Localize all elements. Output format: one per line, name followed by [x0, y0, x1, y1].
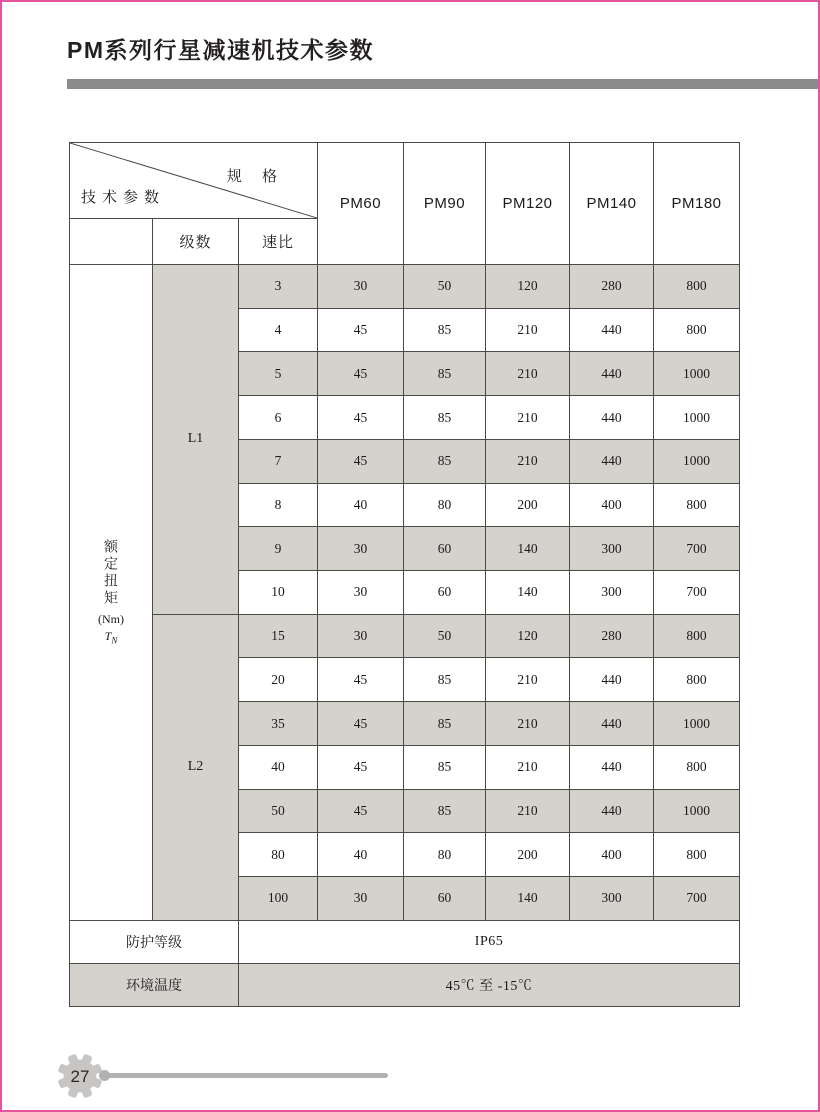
- torque-value-cell: 30: [318, 265, 404, 309]
- torque-value-cell: 45: [318, 789, 404, 833]
- torque-value-cell: 440: [570, 745, 654, 789]
- torque-value-cell: 40: [318, 833, 404, 877]
- torque-value-cell: 120: [486, 614, 570, 658]
- torque-value-cell: 85: [404, 308, 486, 352]
- torque-value-cell: 800: [654, 483, 740, 527]
- torque-value-cell: 85: [404, 789, 486, 833]
- torque-value-cell: 45: [318, 308, 404, 352]
- torque-value-cell: 40: [318, 483, 404, 527]
- torque-value-cell: 85: [404, 702, 486, 746]
- empty-header-cell: [70, 219, 153, 265]
- torque-value-cell: 1000: [654, 396, 740, 440]
- torque-value-cell: 60: [404, 571, 486, 615]
- torque-value-cell: 800: [654, 308, 740, 352]
- torque-value-cell: 280: [570, 265, 654, 309]
- spec-table-body: [70, 265, 740, 1007]
- torque-value-cell: 140: [486, 571, 570, 615]
- ratio-cell: 35: [239, 702, 318, 746]
- torque-value-cell: 30: [318, 571, 404, 615]
- torque-value-cell: 60: [404, 877, 486, 921]
- torque-value-cell: 280: [570, 614, 654, 658]
- ratio-cell: 9: [239, 527, 318, 571]
- torque-value-cell: 45: [318, 352, 404, 396]
- title-underline-bar: [67, 79, 818, 89]
- ratio-cell: 8: [239, 483, 318, 527]
- gear-page-badge: [56, 1052, 104, 1100]
- footer-row-label: 环境温度: [70, 963, 239, 1006]
- rated-torque-label: [70, 539, 152, 645]
- footer-row-label: 防护等级: [70, 920, 239, 963]
- torque-value-cell: 440: [570, 702, 654, 746]
- table-corner-cell: [70, 143, 318, 219]
- torque-value-cell: 85: [404, 439, 486, 483]
- torque-value-cell: 300: [570, 527, 654, 571]
- stage-cell-l2: L2: [153, 614, 239, 920]
- table-footer-row: [70, 920, 740, 963]
- corner-label-spec: 规 格: [226, 168, 286, 185]
- torque-value-cell: 300: [570, 877, 654, 921]
- torque-value-cell: 120: [486, 265, 570, 309]
- ratio-cell: 6: [239, 396, 318, 440]
- torque-value-cell: 85: [404, 658, 486, 702]
- torque-value-cell: 440: [570, 439, 654, 483]
- ratio-cell: 20: [239, 658, 318, 702]
- torque-value-cell: 50: [404, 265, 486, 309]
- torque-value-cell: 200: [486, 483, 570, 527]
- spec-table: [69, 142, 740, 1007]
- torque-value-cell: 1000: [654, 439, 740, 483]
- footer-rule-line: [107, 1073, 388, 1078]
- torque-value-cell: 440: [570, 352, 654, 396]
- ratio-cell: 4: [239, 308, 318, 352]
- torque-value-cell: 210: [486, 702, 570, 746]
- torque-value-cell: 400: [570, 483, 654, 527]
- torque-value-cell: 800: [654, 745, 740, 789]
- torque-value-cell: 45: [318, 439, 404, 483]
- torque-value-cell: 140: [486, 877, 570, 921]
- torque-value-cell: 800: [654, 658, 740, 702]
- torque-value-cell: 400: [570, 833, 654, 877]
- torque-value-cell: 210: [486, 396, 570, 440]
- ratio-cell: 3: [239, 265, 318, 309]
- torque-value-cell: 700: [654, 877, 740, 921]
- column-header-pm60: PM60: [318, 143, 404, 265]
- torque-value-cell: 30: [318, 614, 404, 658]
- torque-value-cell: 700: [654, 527, 740, 571]
- ratio-cell: 40: [239, 745, 318, 789]
- torque-value-cell: 85: [404, 745, 486, 789]
- torque-value-cell: 440: [570, 396, 654, 440]
- torque-value-cell: 1000: [654, 352, 740, 396]
- torque-value-cell: 800: [654, 614, 740, 658]
- torque-value-cell: 45: [318, 396, 404, 440]
- torque-value-cell: 140: [486, 527, 570, 571]
- header-stage: 级数: [153, 219, 239, 265]
- torque-value-cell: 50: [404, 614, 486, 658]
- ratio-cell: 50: [239, 789, 318, 833]
- torque-value-cell: 210: [486, 789, 570, 833]
- torque-value-cell: 440: [570, 308, 654, 352]
- ratio-cell: 5: [239, 352, 318, 396]
- torque-value-cell: 45: [318, 745, 404, 789]
- torque-value-cell: 210: [486, 352, 570, 396]
- torque-value-cell: 60: [404, 527, 486, 571]
- torque-value-cell: 30: [318, 877, 404, 921]
- column-header-pm90: PM90: [404, 143, 486, 265]
- page-footer: [2, 1048, 818, 1104]
- torque-value-cell: 1000: [654, 789, 740, 833]
- torque-value-cell: 200: [486, 833, 570, 877]
- stage-cell-l1: L1: [153, 265, 239, 615]
- spec-row: [70, 265, 740, 309]
- torque-value-cell: 85: [404, 352, 486, 396]
- rated-torque-text: 额定扭矩: [103, 539, 119, 608]
- page-number: 27: [70, 1067, 90, 1086]
- torque-value-cell: 300: [570, 571, 654, 615]
- table-footer-row: [70, 963, 740, 1006]
- column-header-pm120: PM120: [486, 143, 570, 265]
- torque-value-cell: 210: [486, 745, 570, 789]
- footer-row-value: 45℃ 至 -15℃: [239, 963, 740, 1006]
- torque-value-cell: 45: [318, 658, 404, 702]
- torque-value-cell: 800: [654, 833, 740, 877]
- torque-value-cell: 45: [318, 702, 404, 746]
- torque-value-cell: 440: [570, 658, 654, 702]
- rated-torque-unit: (Nm): [98, 612, 124, 627]
- torque-value-cell: 210: [486, 308, 570, 352]
- torque-value-cell: 700: [654, 571, 740, 615]
- header-ratio: 速比: [239, 219, 318, 265]
- ratio-cell: 7: [239, 439, 318, 483]
- torque-value-cell: 800: [654, 265, 740, 309]
- torque-value-cell: 210: [486, 439, 570, 483]
- column-header-pm140: PM140: [570, 143, 654, 265]
- torque-value-cell: 80: [404, 483, 486, 527]
- rated-torque-label-cell: [70, 265, 153, 921]
- torque-value-cell: 80: [404, 833, 486, 877]
- ratio-cell: 10: [239, 571, 318, 615]
- column-header-pm180: PM180: [654, 143, 740, 265]
- torque-value-cell: 440: [570, 789, 654, 833]
- torque-value-cell: 210: [486, 658, 570, 702]
- torque-value-cell: 1000: [654, 702, 740, 746]
- footer-row-value: IP65: [239, 920, 740, 963]
- spec-row: [70, 614, 740, 658]
- torque-value-cell: 85: [404, 396, 486, 440]
- corner-label-params: 技术参数: [81, 189, 166, 206]
- ratio-cell: 15: [239, 614, 318, 658]
- torque-value-cell: 30: [318, 527, 404, 571]
- rated-torque-symbol: $T_N$: [104, 629, 118, 646]
- ratio-cell: 80: [239, 833, 318, 877]
- ratio-cell: 100: [239, 877, 318, 921]
- page-title: PM系列行星减速机技术参数: [67, 37, 374, 63]
